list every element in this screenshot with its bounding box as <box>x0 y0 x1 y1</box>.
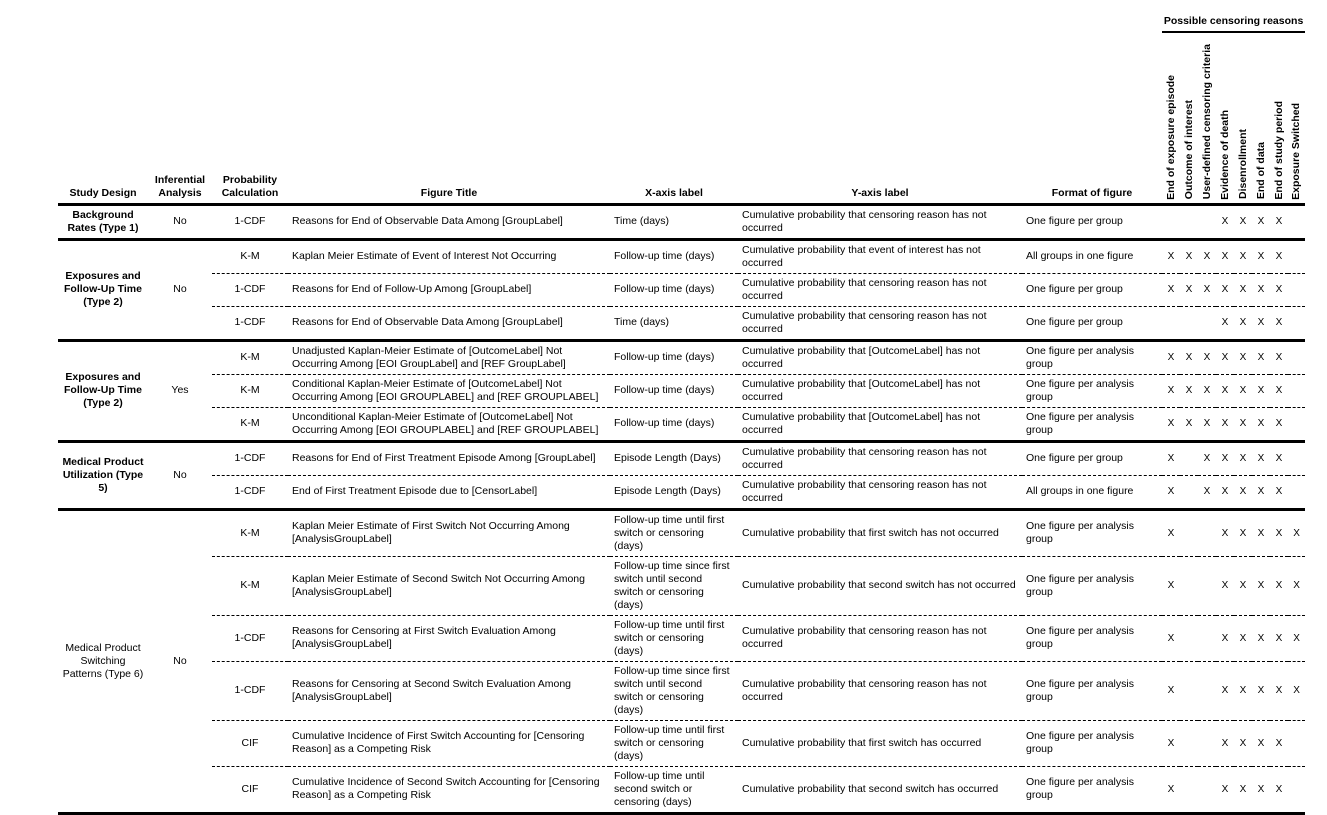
censoring-mark-cell: X <box>1216 239 1234 273</box>
x-axis-label-cell: Episode Length (Days) <box>610 441 738 475</box>
table-row <box>58 273 1305 306</box>
censoring-column-header-user-defined-censoring-criteria <box>1198 32 1216 204</box>
figure-format-cell: One figure per group <box>1022 204 1162 239</box>
censoring-mark-cell: X <box>1162 340 1180 374</box>
censoring-mark-cell: X <box>1180 407 1198 441</box>
figure-format-cell: One figure per analysis group <box>1022 720 1162 766</box>
censoring-mark-cell: X <box>1288 615 1305 661</box>
censoring-mark-cell: X <box>1216 204 1234 239</box>
censoring-mark-cell: X <box>1252 204 1270 239</box>
censoring-mark-cell: X <box>1234 306 1252 340</box>
censoring-mark-cell: X <box>1270 615 1288 661</box>
figure-title-cell: Reasons for End of Observable Data Among [GroupLabel] <box>288 306 610 340</box>
y-axis-label-cell: Cumulative probability that first switch has occurred <box>738 720 1022 766</box>
censoring-mark-cell: X <box>1270 374 1288 407</box>
probability-calculation-cell: K-M <box>212 509 288 556</box>
censoring-mark-cell: X <box>1216 615 1234 661</box>
censoring-column-header-evidence-of-death <box>1216 32 1234 204</box>
censoring-mark-cell <box>1198 720 1216 766</box>
study-design-cell: Medical Product Switching Patterns (Type 6) <box>58 509 148 813</box>
censoring-mark-cell: X <box>1288 509 1305 556</box>
inferential-analysis-cell: No <box>148 509 212 813</box>
figure-format-cell: One figure per analysis group <box>1022 556 1162 615</box>
figure-format-cell: One figure per analysis group <box>1022 661 1162 720</box>
censoring-mark-cell: X <box>1216 306 1234 340</box>
inferential-analysis-cell: Yes <box>148 340 212 441</box>
header-row-top <box>58 8 1305 32</box>
x-axis-label-cell: Follow-up time (days) <box>610 239 738 273</box>
censoring-mark-cell <box>1288 441 1305 475</box>
censoring-mark-cell: X <box>1252 661 1270 720</box>
table-row <box>58 306 1305 340</box>
figure-title-cell: Conditional Kaplan-Meier Estimate of [OutcomeLabel] Not Occurring Among [EOI GROUPLABEL] and [REF GROUPLABEL] <box>288 374 610 407</box>
censoring-reasons-group-header: Possible censoring reasons <box>1162 8 1305 32</box>
censoring-mark-cell: X <box>1234 340 1252 374</box>
probability-calculation-cell: 1-CDF <box>212 441 288 475</box>
column-header-format-of-figure: Format of figure <box>1022 8 1162 204</box>
censoring-mark-cell <box>1198 306 1216 340</box>
probability-calculation-cell: K-M <box>212 239 288 273</box>
x-axis-label-cell: Time (days) <box>610 204 738 239</box>
table-row <box>58 475 1305 509</box>
censoring-mark-cell: X <box>1234 374 1252 407</box>
probability-calculation-cell: K-M <box>212 407 288 441</box>
censoring-mark-cell: X <box>1162 239 1180 273</box>
censoring-column-header-outcome-of-interest <box>1180 32 1198 204</box>
study-design-cell: Exposures and Follow-Up Time (Type 2) <box>58 239 148 340</box>
table-row <box>58 204 1305 239</box>
censoring-column-header-end-of-exposure-episode <box>1162 32 1180 204</box>
censoring-mark-cell <box>1288 306 1305 340</box>
censoring-mark-cell <box>1288 475 1305 509</box>
censoring-column-header-end-of-data <box>1252 32 1270 204</box>
figure-title-cell: Unconditional Kaplan-Meier Estimate of [OutcomeLabel] Not Occurring Among [EOI GROUPLABEL] and [REF GROUPLABEL] <box>288 407 610 441</box>
probability-calculation-cell: 1-CDF <box>212 204 288 239</box>
x-axis-label-cell: Follow-up time until first switch or censoring (days) <box>610 615 738 661</box>
censoring-mark-cell <box>1288 374 1305 407</box>
censoring-mark-cell: X <box>1270 475 1288 509</box>
censoring-mark-cell: X <box>1252 306 1270 340</box>
probability-calculation-cell: 1-CDF <box>212 615 288 661</box>
table-row <box>58 374 1305 407</box>
censoring-mark-cell: X <box>1234 273 1252 306</box>
censoring-mark-cell: X <box>1270 720 1288 766</box>
figure-title-cell: Reasons for End of First Treatment Episode Among [GroupLabel] <box>288 441 610 475</box>
probability-calculation-cell: 1-CDF <box>212 273 288 306</box>
figure-format-cell: One figure per analysis group <box>1022 509 1162 556</box>
censoring-mark-cell: X <box>1180 273 1198 306</box>
figure-title-cell: Cumulative Incidence of Second Switch Accounting for [Censoring Reason] as a Competing Risk <box>288 766 610 813</box>
censoring-mark-cell: X <box>1216 556 1234 615</box>
rotated-label: Exposure Switched <box>1290 102 1303 200</box>
censoring-mark-cell: X <box>1270 204 1288 239</box>
censoring-mark-cell <box>1198 661 1216 720</box>
figure-format-cell: One figure per group <box>1022 273 1162 306</box>
censoring-mark-cell: X <box>1252 475 1270 509</box>
y-axis-label-cell: Cumulative probability that censoring reason has not occurred <box>738 615 1022 661</box>
censoring-mark-cell: X <box>1216 340 1234 374</box>
figure-title-cell: Reasons for End of Follow-Up Among [GroupLabel] <box>288 273 610 306</box>
censoring-mark-cell: X <box>1162 556 1180 615</box>
censoring-mark-cell: X <box>1252 273 1270 306</box>
probability-calculation-cell: K-M <box>212 374 288 407</box>
censoring-mark-cell: X <box>1216 374 1234 407</box>
censoring-mark-cell: X <box>1162 509 1180 556</box>
table-body <box>58 204 1305 813</box>
censoring-mark-cell: X <box>1198 239 1216 273</box>
censoring-mark-cell: X <box>1162 475 1180 509</box>
censoring-mark-cell: X <box>1162 374 1180 407</box>
x-axis-label-cell: Follow-up time (days) <box>610 374 738 407</box>
censoring-mark-cell <box>1288 407 1305 441</box>
censoring-mark-cell <box>1198 509 1216 556</box>
censoring-mark-cell: X <box>1216 475 1234 509</box>
censoring-mark-cell: X <box>1162 615 1180 661</box>
censoring-mark-cell: X <box>1198 273 1216 306</box>
study-design-cell: Exposures and Follow-Up Time (Type 2) <box>58 340 148 441</box>
censoring-mark-cell: X <box>1216 720 1234 766</box>
probability-calculation-cell: CIF <box>212 720 288 766</box>
censoring-mark-cell: X <box>1270 509 1288 556</box>
probability-calculation-cell: 1-CDF <box>212 475 288 509</box>
x-axis-label-cell: Follow-up time (days) <box>610 340 738 374</box>
x-axis-label-cell: Follow-up time (days) <box>610 273 738 306</box>
censoring-mark-cell: X <box>1198 475 1216 509</box>
y-axis-label-cell: Cumulative probability that second switch has not occurred <box>738 556 1022 615</box>
y-axis-label-cell: Cumulative probability that censoring reason has not occurred <box>738 273 1022 306</box>
censoring-mark-cell <box>1288 720 1305 766</box>
table-row <box>58 239 1305 273</box>
x-axis-label-cell: Follow-up time since first switch until second switch or censoring (days) <box>610 661 738 720</box>
censoring-mark-cell: X <box>1162 720 1180 766</box>
censoring-mark-cell <box>1198 615 1216 661</box>
censoring-mark-cell: X <box>1252 407 1270 441</box>
censoring-mark-cell: X <box>1234 204 1252 239</box>
figure-title-cell: Unadjusted Kaplan-Meier Estimate of [OutcomeLabel] Not Occurring Among [EOI GroupLabel] and [REF GroupLabel] <box>288 340 610 374</box>
censoring-mark-cell <box>1180 509 1198 556</box>
censoring-mark-cell <box>1198 204 1216 239</box>
y-axis-label-cell: Cumulative probability that first switch has not occurred <box>738 509 1022 556</box>
y-axis-label-cell: Cumulative probability that censoring reason has not occurred <box>738 475 1022 509</box>
censoring-mark-cell <box>1180 661 1198 720</box>
column-header-probability-calculation: Probability Calculation <box>212 8 288 204</box>
censoring-mark-cell <box>1198 766 1216 813</box>
censoring-mark-cell: X <box>1198 340 1216 374</box>
figure-format-cell: One figure per group <box>1022 306 1162 340</box>
figure-format-cell: One figure per analysis group <box>1022 766 1162 813</box>
y-axis-label-cell: Cumulative probability that [OutcomeLabel] has not occurred <box>738 374 1022 407</box>
censoring-mark-cell: X <box>1234 407 1252 441</box>
censoring-mark-cell <box>1180 615 1198 661</box>
figure-format-cell: One figure per analysis group <box>1022 615 1162 661</box>
censoring-mark-cell <box>1180 766 1198 813</box>
probability-calculation-cell: K-M <box>212 340 288 374</box>
censoring-mark-cell: X <box>1216 509 1234 556</box>
censoring-mark-cell: X <box>1162 766 1180 813</box>
figure-title-cell: Reasons for Censoring at First Switch Evaluation Among [AnalysisGroupLabel] <box>288 615 610 661</box>
inferential-analysis-cell: No <box>148 239 212 340</box>
censoring-mark-cell: X <box>1270 766 1288 813</box>
table-row <box>58 340 1305 374</box>
censoring-mark-cell: X <box>1234 475 1252 509</box>
table-row <box>58 407 1305 441</box>
figure-title-cell: Kaplan Meier Estimate of First Switch Not Occurring Among [AnalysisGroupLabel] <box>288 509 610 556</box>
censoring-mark-cell: X <box>1270 441 1288 475</box>
x-axis-label-cell: Follow-up time until first switch or censoring (days) <box>610 720 738 766</box>
figure-title-cell: Reasons for Censoring at Second Switch Evaluation Among [AnalysisGroupLabel] <box>288 661 610 720</box>
censoring-mark-cell: X <box>1162 661 1180 720</box>
probability-calculation-cell: CIF <box>212 766 288 813</box>
censoring-mark-cell: X <box>1252 441 1270 475</box>
table-row <box>58 441 1305 475</box>
censoring-mark-cell: X <box>1270 306 1288 340</box>
censoring-mark-cell: X <box>1234 661 1252 720</box>
figure-format-cell: All groups in one figure <box>1022 239 1162 273</box>
figure-format-cell: One figure per analysis group <box>1022 407 1162 441</box>
y-axis-label-cell: Cumulative probability that censoring reason has not occurred <box>738 306 1022 340</box>
censoring-mark-cell <box>1180 441 1198 475</box>
table-row <box>58 615 1305 661</box>
figure-title-cell: Kaplan Meier Estimate of Second Switch Not Occurring Among [AnalysisGroupLabel] <box>288 556 610 615</box>
censoring-mark-cell: X <box>1234 556 1252 615</box>
y-axis-label-cell: Cumulative probability that [OutcomeLabel] has not occurred <box>738 407 1022 441</box>
censoring-mark-cell: X <box>1252 374 1270 407</box>
censoring-mark-cell <box>1288 239 1305 273</box>
censoring-mark-cell <box>1180 306 1198 340</box>
censoring-column-header-exposure-switched <box>1288 32 1305 204</box>
censoring-mark-cell: X <box>1252 239 1270 273</box>
rotated-label: Disenrollment <box>1236 129 1249 200</box>
x-axis-label-cell: Time (days) <box>610 306 738 340</box>
censoring-mark-cell: X <box>1234 766 1252 813</box>
y-axis-label-cell: Cumulative probability that censoring reason has not occurred <box>738 204 1022 239</box>
censoring-mark-cell: X <box>1252 766 1270 813</box>
study-design-cell: Medical Product Utilization (Type 5) <box>58 441 148 509</box>
x-axis-label-cell: Follow-up time until first switch or censoring (days) <box>610 509 738 556</box>
inferential-analysis-cell: No <box>148 204 212 239</box>
censoring-mark-cell <box>1162 306 1180 340</box>
figure-title-cell: End of First Treatment Episode due to [CensorLabel] <box>288 475 610 509</box>
censoring-mark-cell <box>1198 556 1216 615</box>
censoring-mark-cell: X <box>1270 661 1288 720</box>
rotated-label: End of exposure episode <box>1164 74 1177 200</box>
censoring-mark-cell: X <box>1270 407 1288 441</box>
censoring-mark-cell: X <box>1198 407 1216 441</box>
censoring-mark-cell: X <box>1180 239 1198 273</box>
censoring-mark-cell: X <box>1162 273 1180 306</box>
censoring-mark-cell: X <box>1252 556 1270 615</box>
censoring-mark-cell: X <box>1180 374 1198 407</box>
figure-format-cell: One figure per analysis group <box>1022 340 1162 374</box>
x-axis-label-cell: Follow-up time since first switch until second switch or censoring (days) <box>610 556 738 615</box>
probability-calculation-cell: K-M <box>212 556 288 615</box>
rotated-label: User-defined censoring criteria <box>1200 44 1213 200</box>
figure-title-cell: Cumulative Incidence of First Switch Accounting for [Censoring Reason] as a Competing Risk <box>288 720 610 766</box>
censoring-mark-cell: X <box>1216 661 1234 720</box>
probability-calculation-cell: 1-CDF <box>212 661 288 720</box>
study-design-cell: Background Rates (Type 1) <box>58 204 148 239</box>
censoring-mark-cell: X <box>1288 556 1305 615</box>
table-row <box>58 720 1305 766</box>
figure-format-cell: One figure per group <box>1022 441 1162 475</box>
censoring-mark-cell: X <box>1216 273 1234 306</box>
censoring-mark-cell: X <box>1234 720 1252 766</box>
y-axis-label-cell: Cumulative probability that censoring reason has not occurred <box>738 441 1022 475</box>
figure-title-cell: Reasons for End of Observable Data Among [GroupLabel] <box>288 204 610 239</box>
censoring-mark-cell: X <box>1252 340 1270 374</box>
censoring-column-header-disenrollment <box>1234 32 1252 204</box>
column-header-figure-title: Figure Title <box>288 8 610 204</box>
censoring-mark-cell: X <box>1234 615 1252 661</box>
censoring-mark-cell: X <box>1216 407 1234 441</box>
rotated-label: Outcome of interest <box>1182 100 1195 200</box>
censoring-mark-cell: X <box>1234 239 1252 273</box>
y-axis-label-cell: Cumulative probability that second switch has occurred <box>738 766 1022 813</box>
censoring-mark-cell: X <box>1198 441 1216 475</box>
table-row <box>58 556 1305 615</box>
censoring-mark-cell: X <box>1270 239 1288 273</box>
rotated-label: End of study period <box>1272 100 1285 200</box>
censoring-mark-cell: X <box>1252 615 1270 661</box>
inferential-analysis-cell: No <box>148 441 212 509</box>
censoring-mark-cell: X <box>1270 273 1288 306</box>
figure-specifications-table-wrap <box>58 8 1305 815</box>
column-header-y-axis-label: Y-axis label <box>738 8 1022 204</box>
censoring-mark-cell <box>1180 556 1198 615</box>
censoring-mark-cell <box>1180 720 1198 766</box>
rotated-label: Evidence of death <box>1218 109 1231 200</box>
censoring-mark-cell: X <box>1252 720 1270 766</box>
x-axis-label-cell: Follow-up time (days) <box>610 407 738 441</box>
censoring-mark-cell: X <box>1162 407 1180 441</box>
censoring-mark-cell <box>1162 204 1180 239</box>
table-row <box>58 661 1305 720</box>
figure-specifications-table <box>58 8 1305 815</box>
y-axis-label-cell: Cumulative probability that event of interest has not occurred <box>738 239 1022 273</box>
column-header-study-design: Study Design <box>58 8 148 204</box>
censoring-mark-cell <box>1180 204 1198 239</box>
censoring-mark-cell: X <box>1288 661 1305 720</box>
x-axis-label-cell: Follow-up time until second switch or censoring (days) <box>610 766 738 813</box>
censoring-mark-cell: X <box>1270 556 1288 615</box>
censoring-mark-cell <box>1288 766 1305 813</box>
censoring-mark-cell <box>1288 273 1305 306</box>
censoring-mark-cell: X <box>1162 441 1180 475</box>
censoring-mark-cell: X <box>1180 340 1198 374</box>
censoring-mark-cell <box>1288 340 1305 374</box>
censoring-mark-cell: X <box>1252 509 1270 556</box>
table-row <box>58 509 1305 556</box>
censoring-mark-cell: X <box>1234 509 1252 556</box>
figure-format-cell: One figure per analysis group <box>1022 374 1162 407</box>
figure-title-cell: Kaplan Meier Estimate of Event of Interest Not Occurring <box>288 239 610 273</box>
censoring-mark-cell <box>1288 204 1305 239</box>
table-row <box>58 766 1305 813</box>
y-axis-label-cell: Cumulative probability that [OutcomeLabel] has not occurred <box>738 340 1022 374</box>
column-header-inferential-analysis: Inferential Analysis <box>148 8 212 204</box>
figure-format-cell: All groups in one figure <box>1022 475 1162 509</box>
censoring-mark-cell <box>1180 475 1198 509</box>
column-header-x-axis-label: X-axis label <box>610 8 738 204</box>
censoring-mark-cell: X <box>1234 441 1252 475</box>
censoring-mark-cell: X <box>1216 441 1234 475</box>
rotated-label: End of data <box>1254 142 1267 200</box>
censoring-mark-cell: X <box>1270 340 1288 374</box>
y-axis-label-cell: Cumulative probability that censoring reason has not occurred <box>738 661 1022 720</box>
probability-calculation-cell: 1-CDF <box>212 306 288 340</box>
x-axis-label-cell: Episode Length (Days) <box>610 475 738 509</box>
censoring-mark-cell: X <box>1216 766 1234 813</box>
censoring-column-header-end-of-study-period <box>1270 32 1288 204</box>
censoring-mark-cell: X <box>1198 374 1216 407</box>
